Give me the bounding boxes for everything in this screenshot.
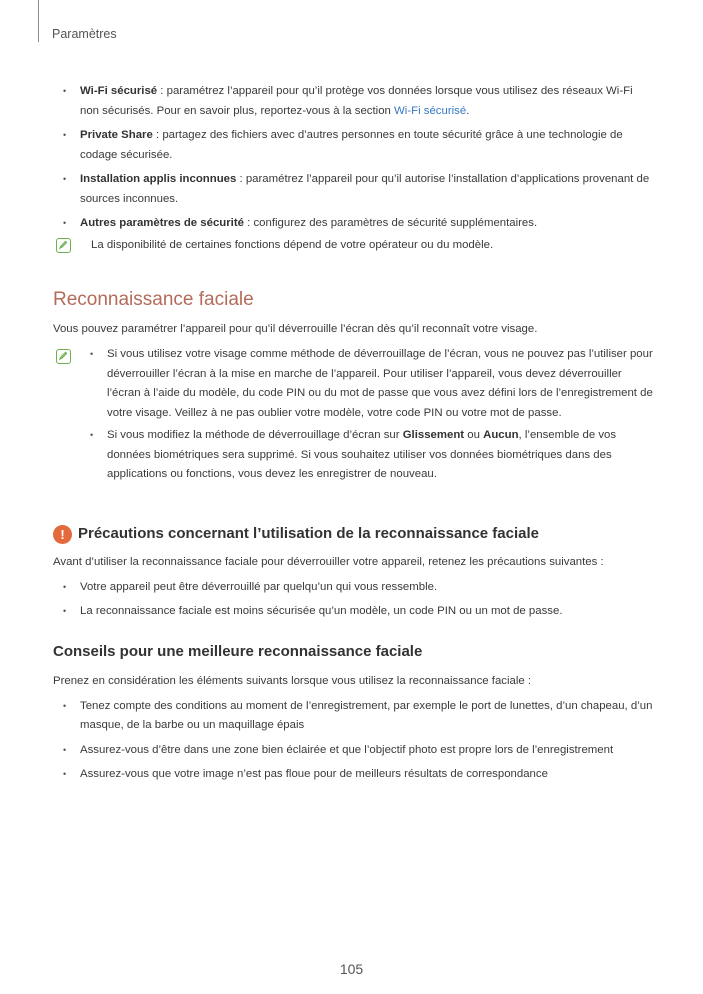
item-term: Wi-Fi sécurisé [80,85,158,97]
item-text: : paramétrez l’appareil pour qu’il autorise l’installation d’applications provenant de sources inconnues. [80,173,650,205]
aucun-term: Aucun [483,429,519,441]
list-item [82,426,654,485]
note-text: Si vous utilisez votre visage comme méthode de déverrouillage de l’écran, vous ne pouvez pas l’utiliser pour déverrouiller l’écran à la mise en marche de l’appareil. Pour utiliser l’appareil, vous devez déverrouiller l’écran à l’aide du modèle, du code PIN ou du mot de passe que vous avez défini lors de l’enregistrement de votre visage. Veillez à ne pas oublier votre modèle, votre code PIN ou votre mot de passe. [107,348,653,419]
warning-icon: ! [53,525,72,544]
glissement-term: Glissement [402,429,465,441]
precautions-intro: Avant d’utiliser la reconnaissance faciale pour déverrouiller votre appareil, retenez les précautions suivantes : [53,556,604,568]
tip-text: Assurez-vous que votre image n’est pas floue pour de meilleurs résultats de correspondance [80,768,548,780]
note-text-post: , l’ensemble de vos données biométriques sera supprimé. Si vous souhaitez utiliser vos données biométriques dans des applications ou fonctions, vous devez les enregistrer de nouveau. [107,429,617,480]
list-item [53,578,673,598]
security-options-list [53,82,653,234]
list-item [53,765,673,785]
item-term: Installation applis inconnues [80,173,237,185]
item-tail: . [466,104,470,117]
precautions-block [53,553,673,622]
list-item [53,741,673,761]
note-icon [56,349,71,364]
tips-title: Conseils pour une meilleure reconnaissance faciale [53,643,423,660]
list-item [53,697,673,736]
tips-intro: Prenez en considération les éléments suivants lorsque vous utilisez la reconnaissance faciale : [53,675,532,687]
item-text: : configurez des paramètres de sécurité supplémentaires. [243,217,538,229]
note-text-mid: ou [464,429,484,441]
note-icon [56,238,71,253]
face-unlock-notes [82,345,654,485]
header-divider [38,0,39,42]
list-item [53,82,653,121]
list-item [53,602,673,622]
item-term: Private Share [80,129,153,141]
tips-block [53,672,673,785]
list-item [53,170,653,209]
precaution-text: La reconnaissance faciale est moins sécurisée qu’un modèle, un code PIN ou un mot de passe. [80,605,563,617]
page-header-title: Paramètres [52,27,117,41]
note-text-pre: Si vous modifiez la méthode de déverrouillage d’écran sur [107,429,403,441]
section-intro: Vous pouvez paramétrer l’appareil pour qu’il déverrouille l’écran dès qu’il reconnaît votre visage. [53,323,538,335]
tip-text: Assurez-vous d’être dans une zone bien éclairée et que l’objectif photo est propre lors de l’enregistrement [80,743,614,756]
page-number: 105 [339,961,364,977]
precautions-title: Précautions concernant l’utilisation de la reconnaissance faciale [78,525,539,542]
tip-text: Tenez compte des conditions au moment de l’enregistrement, par exemple le port de lunettes, d’un chapeau, d’un masque, de la barbe ou un maquillage épais [80,699,653,731]
item-text: : paramétrez l’appareil pour qu’il protège vos données lorsque vous utilisez des réseaux Wi-Fi non sécurisés. Pour en savoir plus, reportez-vous à la section [80,85,633,117]
precaution-text: Votre appareil peut être déverrouillé par quelqu’un qui vous ressemble. [80,580,438,593]
wifi-securise-link[interactable]: Wi-Fi sécurisé [394,104,467,117]
section-title: Reconnaissance faciale [53,289,254,310]
item-text: : partagez des fichiers avec d’autres personnes en toute sécurité grâce à une technologie de codage sécurisée. [80,129,623,161]
list-item [53,214,653,234]
list-item [53,126,653,165]
availability-note: La disponibilité de certaines fonctions dépend de votre opérateur ou du modèle. [91,239,494,251]
list-item [82,345,654,423]
item-term: Autres paramètres de sécurité [80,217,244,229]
